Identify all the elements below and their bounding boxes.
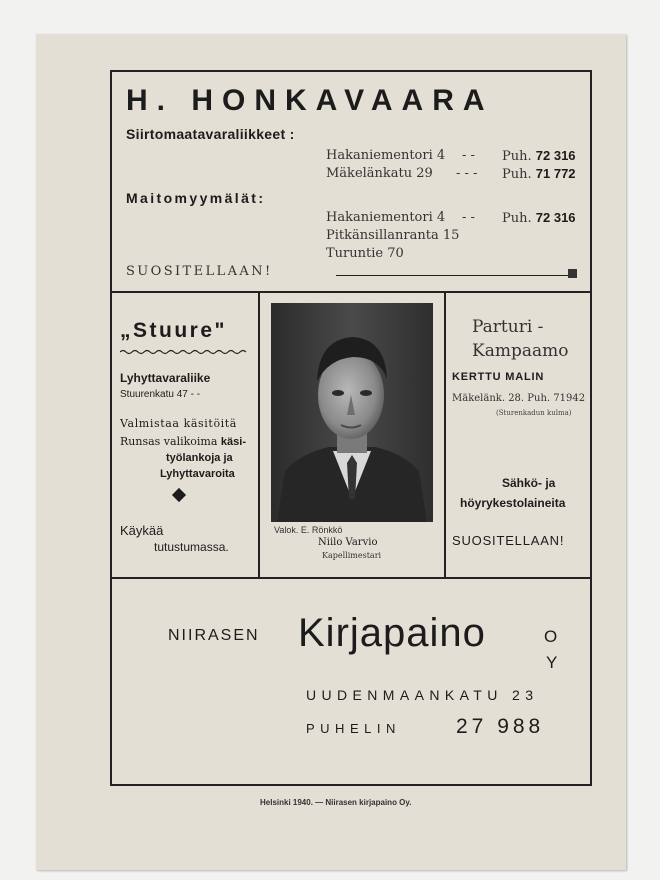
page-footer: Helsinki 1940. — Niirasen kirjapaino Oy. — [260, 798, 412, 807]
stuure-line3: työlankoja ja — [166, 452, 233, 464]
printer-oy-o: O — [544, 627, 558, 646]
end-mark-icon — [568, 269, 577, 278]
ad-frame — [110, 70, 592, 786]
dairy-address-1: Hakaniementori 4 — [326, 210, 446, 225]
parturi-title1: Parturi - — [472, 317, 544, 337]
dairy-dots-1: - - — [462, 210, 475, 225]
stuure-address: Stuurenkatu 47 - - — [120, 389, 201, 400]
portrait-panel — [260, 293, 446, 577]
printer-name: Kirjapaino — [298, 611, 486, 655]
colonial-label: Siirtomaatavaraliikkeet : — [126, 126, 295, 142]
wavy-underline-icon — [120, 349, 250, 355]
stuure-type: Lyhyttavaraliike — [120, 371, 211, 385]
printer-oy-y: Y — [546, 653, 558, 672]
parturi-owner: KERTTU MALIN — [452, 371, 545, 383]
parturi-recommend: SUOSITELLAAN! — [452, 533, 565, 548]
stuure-name: „Stuure" — [120, 319, 227, 342]
printer-prefix: NIIRASEN — [168, 627, 260, 644]
printer-ad — [112, 579, 590, 784]
diamond-icon — [172, 488, 186, 502]
person-role: Kapellimestari — [322, 551, 382, 560]
colonial-dots-1: - - — [462, 148, 475, 163]
colonial-phone-2: Puh. 71 772 — [502, 166, 576, 182]
colonial-dots-2: - - - — [456, 166, 478, 181]
colonial-phone-1: Puh. 72 316 — [502, 148, 576, 164]
parturi-note: (Sturenkadun kulma) — [496, 409, 572, 417]
stuure-visit2: tutustumassa. — [154, 540, 229, 554]
printer-street: UUDENMAANKATU 23 — [306, 687, 539, 703]
stuure-line2: Runsas valikoima käsi- — [120, 435, 246, 448]
rule-line — [336, 275, 568, 276]
parturi-ad — [446, 293, 590, 577]
parturi-title2: Kampaamo — [472, 341, 569, 361]
honkavaara-ad — [112, 72, 590, 293]
middle-row — [112, 293, 590, 579]
person-name: Niilo Varvio — [318, 537, 378, 548]
stuure-ad — [112, 293, 260, 577]
honkavaara-recommend: SUOSITELLAAN! — [126, 264, 273, 279]
colonial-address-2: Mäkelänkatu 29 — [326, 166, 433, 181]
portrait-photo — [271, 303, 433, 522]
electric-line1: Sähkö- ja — [502, 476, 556, 490]
colonial-address-1: Hakaniementori 4 — [326, 148, 446, 163]
dairy-label: Maitomyymälät: — [126, 190, 266, 206]
photo-credit: Valok. E. Rönkkö — [274, 525, 343, 535]
portrait-image — [271, 303, 433, 522]
stuure-visit1: Käykää — [120, 523, 164, 538]
honkavaara-title: H. HONKAVAARA — [126, 84, 494, 117]
dairy-address-2: Pitkänsillanranta 15 — [326, 228, 460, 243]
electric-line2: höyrykestolaineita — [460, 496, 566, 510]
dairy-address-3: Turuntie 70 — [326, 246, 404, 261]
stuure-line1: Valmistaa käsitöitä — [120, 417, 237, 430]
printer-phone: 27 988 — [456, 715, 545, 738]
dairy-phone-1: Puh. 72 316 — [502, 210, 576, 226]
parturi-address: Mäkelänk. 28. Puh. 71942 — [452, 393, 586, 404]
printer-phone-label: PUHELIN — [306, 721, 401, 736]
stuure-line4: Lyhyttavaroita — [160, 468, 235, 480]
